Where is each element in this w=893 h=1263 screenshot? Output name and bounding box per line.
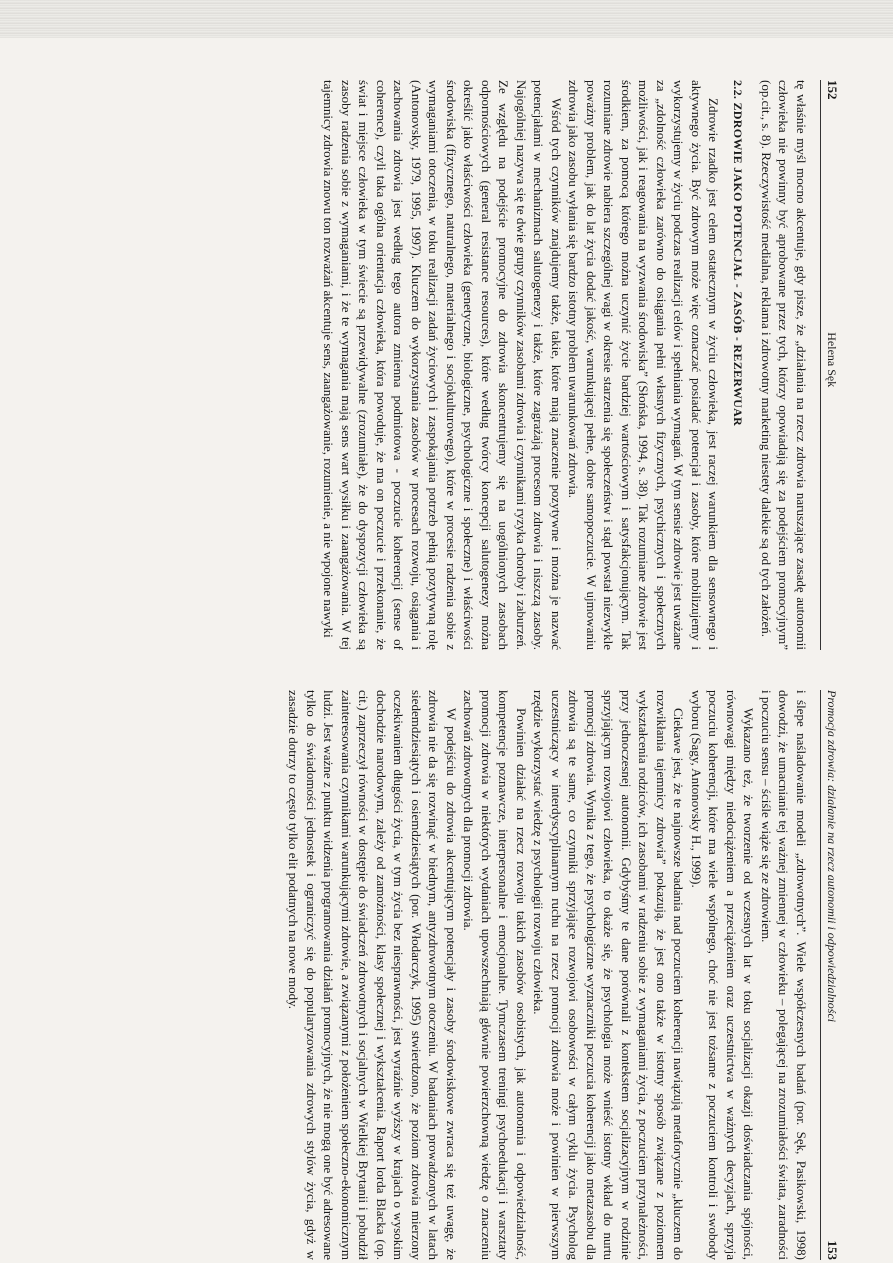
section-heading: 2.2. ZDROWIE JAKO POTENCJAŁ - ZASÓB - REZERWUAR: [731, 80, 746, 427]
left-running-head: [820, 80, 840, 650]
right-page: [80, 690, 840, 1260]
paragraph: tę właśnie myśl mocno akcentuje, gdy pisze, że „działania na rzecz zdrowia naruszające zasadę autonomii człowieka nie powinny być aprobowane przez tych, którzy opowiadają się za podejściem promocyjnym” (op.cit., s. 8). Rzeczywistość medialna, reklama i zdrowotny marketing niestety dalekie są od tych założeń.: [759, 80, 809, 650]
running-head-title: Promocja zdrowia: działanie na rzecz autonomii i odpowiedzialności: [825, 690, 839, 1023]
page-number: 152: [825, 80, 840, 100]
paragraph: i ślepe naśladowanie modeli „zdrowotnych”. Wiele współczesnych badań (por. Sęk, Pasikowski, 1998) dowodzi, że umacnianie tej ważnej zmiennej w człowieku – polegającej na zrozumiałości świata, zaradności i poczuciu sensu – ściśle wiąże się ze zdrowiem.: [759, 690, 809, 1260]
book-spread: [80, 80, 840, 1260]
paragraph: Ciekawe jest, że te najnowsze badania nad poczuciem koherencji nawiązują metaforycznie „kluczem do rozwikłania tajemnicy zdrowia” pokazują, że jest ono także w istotny sposób związane z poziomem wykształcenia rodziców, ich zasobami w radzeniu sobie z wymaganiami życia, z poczuciem przynależności, przy jednoczesnej autonomii. Gdybyśmy te dane porównali z kontekstem socjalizacyjnym w rodzinie sprzyjającym rozwojowi człowieka, to okaże się, że psychologia może wnieść istotny wkład do nurtu promocji zdrowia. Wynika z tego, że psychologiczne wyznaczniki poczucia koherencji jako metazasobu dla zdrowia są te same, co czynniki sprzyjające rozwojowi osobowości w całym cyklu życia. Psycholog uczestniczący w interdyscyplinarnym ruchu na rzecz promocji zdrowia może i powinien w pierwszym rzędzie wykorzystać wiedzę z psychologii rozwoju człowieka.: [531, 690, 687, 1260]
left-page: [80, 80, 840, 650]
paragraph: Wśród tych czynników znajdujemy także, takie, które mają znaczenie pozytywne i można je nazwać potencjałami w mechanizmach salutogenezy i także, które zagrażają procesom zdrowia i niszczą zasoby. Najogólniej nazywa się te dwie grupy czynników zasobami zdrowia i czynnikami ryzyka choroby i zaburzeń. Ze względu na podejście promocyjne do zdrowia skoncentrujemy się na uogólnionych zasobach odpornościowych (general resistance resources), które według twórcy koncepcji salutogenezy można określić jako właściwości człowieka (genetyczne, biologiczne, psychologiczne i społeczne) i właściwości środowiska (fizycznego, naturalnego, materialnego i socjokulturowego), które w procesie radzenia sobie z wymaganiami otoczenia, w toku realizacji zadań życiowych i zaspokajania potrzeb pełnią pozytywną rolę (Antonovsky, 1979, 1995, 1997). Kluczem do wykorzystania zasobów w procesach rozwoju, osiągania i zachowania zdrowia jest według tego autora zmienna podmiotowa - poczucie koherencji (sense of coherence), czyli taka ogólna orientacja człowieka, która powoduje, że ma on poczucie i przekonanie, że świat i miejsce człowieka w tym świecie są przewidywalne (zrozumiałe), że do dyspozycji człowieka są zasoby radzenia sobie z wymaganiami, i że te wymagania mają sens wart wysiłku i zaangażowania. W tej tajemnicy zdrowia znowu ton rozważań akcentuje sens, zaangażowanie, rozumienie, a nie wpojone nawyki: [321, 80, 564, 650]
page-number: 153: [825, 1240, 840, 1260]
paragraph: W podejściu do zdrowia akcentującym potencjały i zasoby środowiskowe zwraca się też uwagę, że zdrowia nie da się rozwinąć w biednym, antyzdrowotnym otoczeniu. W badaniach prowadzonych w latach siedemdziesiątych i osiemdziesiątych (por. Włodarczyk, 1995) stwierdzono, że poziom zdrowia mierzony oczekiwaniem długości życia, w tym życia bez niesprawności, jest wyraźnie wyższy w krajach o wysokim dochodzie narodowym, zależy od zamożności, klasy społecznej i wykształcenia. Raport lorda Blacka (op. cit.) zaprzeczył równości w dostępie do świadczeń zdrowotnych i socjalnych w Wielkiej Brytanii i pobudził zainteresowania czynnikami warunkującymi zdrowie, a związanymi z położeniem społeczno-ekonomicznym ludzi. Jest ważne z punktu widzenia programowania działań promocyjnych, że nie mogą one być adresowane tylko do świadomości jednostek i ograniczyć się do popularyzowania zdrowych stylów życia, gdyż w zasadzie dotrzy to często tylko elit podatnych na nowe mody.: [286, 690, 459, 1260]
right-running-head: [820, 690, 840, 1260]
paragraph: Zdrowie rzadko jest celem ostatecznym w życiu człowieka, jest raczej warunkiem dla sensownego i aktywnego życia. Być zdrowym może więc oznaczać posiadać potencjał i zasoby, które mobilizujemy i wykorzystujemy w życiu podczas realizacji celów i spełniania wymagań. W tym sensie zdrowie jest uważane za „zdolność człowieka zarówno do osiągania pełni własnych fizycznych, psychicznych i społecznych możliwości, jak i reagowania na wyzwania środowiska” (Słońska, 1994, s. 38). Tak rozumiane zdrowie jest środkiem, za pomocą którego można uczynić życie bardziej wartościowym i satysfakcjonującym. Tak rozumiane zdrowie nabiera szczególnej wagi w okresie starzenia się społeczeństw i stąd powstał niezwykle poważny problem, jak do lat życia dodać jakość, warunkującej pełne, dobre samopoczucie. W ujmowaniu zdrowia jako zasobu wyłania się bardzo istotny problem uwarunkowań zdrowia.: [566, 80, 722, 650]
running-head-author: Helena Sęk: [825, 332, 839, 388]
paragraph: Powinien działać na rzecz rozwoju takich zasobów osobistych, jak autonomia i odpowiedzialność, kompetencje poznawcze, interpersonalne i emocjonalne. Tymczasem treningi psychoedukacji i warsztaty promocji zdrowia w niektórych wydaniach upowszechniają głównie powierzchowną wiedzę o znaczeniu zachowań zdrowotnych dla promocji zdrowia.: [461, 690, 529, 1260]
paragraph: Wykazano też, że tworzenie od wczesnych lat w toku socjalizacji okazji doświadczania spójności, równowagi między niedociążeniem a przeciążeniem oraz uczestnictwa w ważnych decyzjach, sprzyja poczuciu koherencji, które ma wiele wspólnego, choć nie jest tożsame z poczuciem kontroli i swobody wyboru (Sagy, Antonovsky H., 1999).: [689, 690, 757, 1260]
